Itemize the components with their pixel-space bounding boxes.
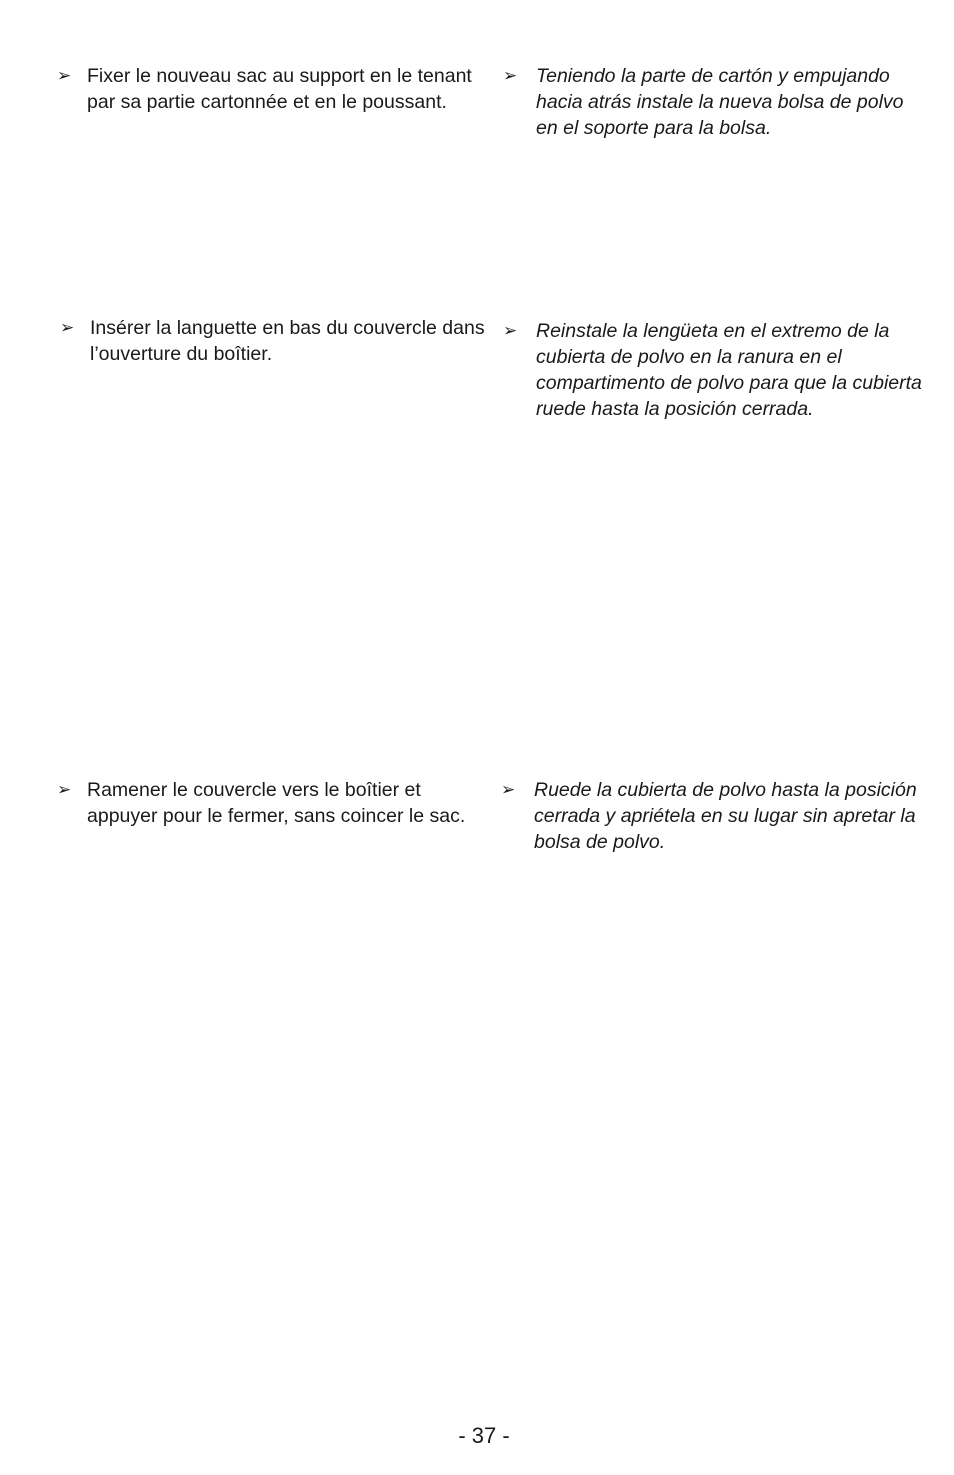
instruction-text-fr-2: Insérer la languette en bas du couvercle dans l’ouverture du boîtier.: [90, 317, 485, 365]
arrowhead-right-icon: ➢: [501, 780, 516, 800]
instruction-fr-2: [60, 315, 485, 367]
instruction-fr-3: [57, 777, 477, 829]
page-number: - 37 -: [458, 1423, 510, 1448]
arrowhead-right-icon: ➢: [57, 66, 72, 86]
instruction-text-es-3: Ruede la cubierta de polvo hasta la posición cerrada y apriétela en su lugar sin apretar la bolsa de polvo.: [534, 779, 917, 853]
instruction-text-fr-1: Fixer le nouveau sac au support en le tenant par sa partie cartonnée et en le poussant.: [87, 65, 472, 113]
arrowhead-right-icon: ➢: [503, 66, 518, 86]
instruction-es-1: [503, 63, 923, 141]
arrowhead-right-icon: ➢: [503, 321, 518, 341]
instruction-text-es-2: Reinstale la lengüeta en el extremo de la cubierta de polvo en la ranura en el compartimento de polvo para que la cubierta ruede hasta la posición cerrada.: [536, 320, 922, 420]
instruction-es-3: [501, 777, 926, 855]
arrowhead-right-icon: ➢: [57, 780, 72, 800]
instruction-text-es-1: Teniendo la parte de cartón y empujando hacia atrás instale la nueva bolsa de polvo en el soporte para la bolsa.: [536, 65, 904, 139]
arrowhead-right-icon: ➢: [60, 318, 75, 338]
instruction-es-2: [503, 318, 923, 422]
instruction-fr-1: [57, 63, 477, 115]
instruction-text-fr-3: Ramener le couvercle vers le boîtier et appuyer pour le fermer, sans coincer le sac.: [87, 779, 466, 827]
